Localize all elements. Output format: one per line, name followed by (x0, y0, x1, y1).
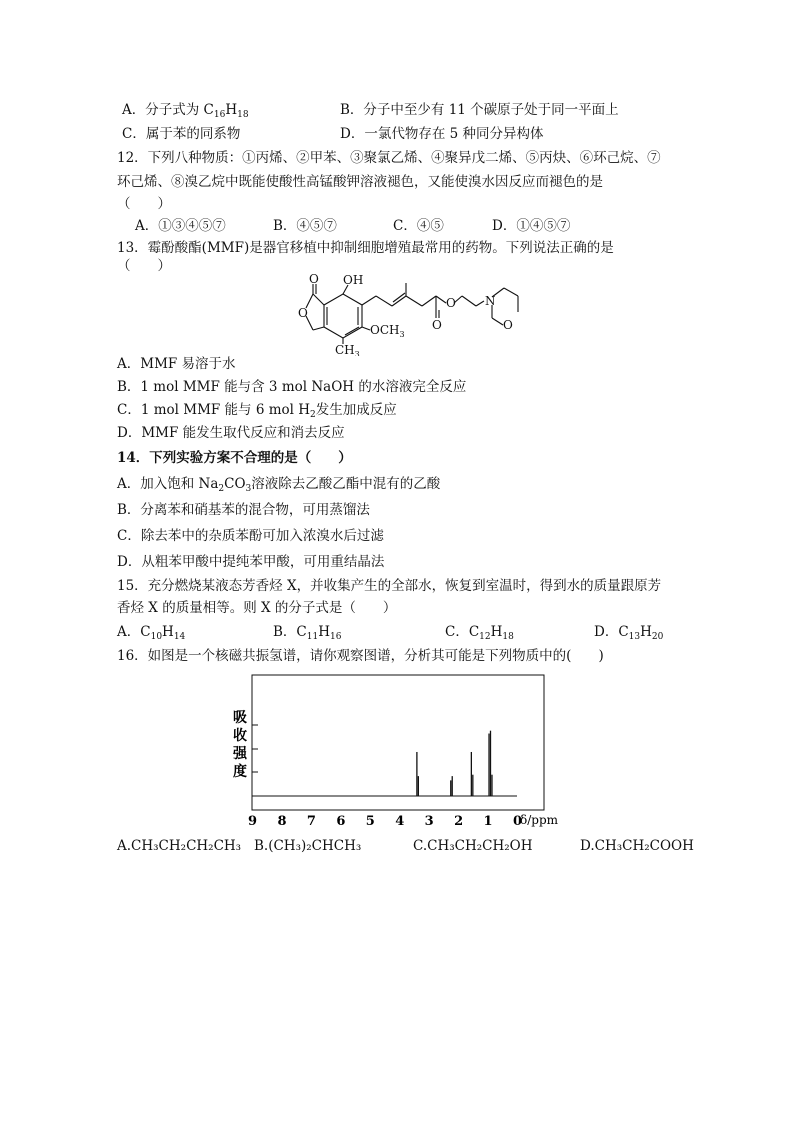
sub: 12 (479, 632, 491, 642)
q12-stem-line2: 环己烯、⑧溴乙烷中既能使酸性高锰酸钾溶液褪色，又能使溴水因反应而褪色的是 (117, 174, 603, 190)
q16-option-a: A.CH₃CH₂CH₂CH₃ (117, 838, 242, 854)
q16-stem: 16．如图是一个核磁共振氢谱，请你观察图谱，分析其可能是下列物质中的( ) (117, 648, 604, 664)
x-tick-label: 7 (306, 814, 316, 829)
q12-option-b: B．④⑤⑦ (273, 218, 337, 234)
text: H (490, 624, 503, 640)
tspan: 3 (399, 330, 405, 339)
x-tick-label: 2 (454, 814, 464, 829)
x-tick-label: 4 (395, 814, 405, 829)
q11-option-a-text: A．分子式为 C (122, 102, 214, 118)
sub: 11 (306, 632, 319, 642)
sub: 10 (150, 632, 163, 642)
q13-option-b: B．1 mol MMF 能与含 3 mol NaOH 的水溶液完全反应 (117, 379, 467, 395)
ring-o-label: O (298, 306, 308, 320)
x-tick-label: 9 (248, 814, 258, 829)
sub: 16 (329, 632, 342, 642)
ester-o-label: O (446, 296, 456, 310)
q14-option-d: D．从粗苯甲酸中提纯苯甲酸，可用重结晶法 (117, 554, 385, 570)
y-axis-label-3: 强 (233, 746, 247, 762)
y-axis-label-2: 收 (233, 728, 247, 744)
text: C．C (445, 624, 480, 640)
q15-stem-line2: 香烃 X 的质量相等。则 X 的分子式是（ ） (117, 600, 397, 616)
text: C．1 mol MMF 能与 6 mol H (117, 402, 311, 418)
sub: 20 (651, 632, 664, 642)
q12-stem-line1: 12．下列八种物质：①丙烯、②甲苯、③聚氯乙烯、④聚异戊二烯、⑤丙炔、⑥环己烷、⑦ (117, 150, 661, 166)
x-tick-labels (248, 814, 522, 829)
text: H (640, 624, 652, 640)
ester-carbonyl-o-label: O (432, 318, 442, 332)
q13-option-a: A．MMF 易溶于水 (117, 356, 236, 372)
y-axis-label-4: 度 (233, 764, 247, 780)
text: 溶液除去乙酸乙酯中混有的乙酸 (251, 476, 441, 492)
och3-label (370, 323, 405, 339)
text: 发生加成反应 (315, 402, 397, 418)
sub: 13 (628, 632, 641, 642)
y-axis-label-1: 吸 (233, 710, 247, 726)
q11-option-a (122, 100, 249, 120)
text: H (318, 624, 330, 640)
q15-option-d (594, 622, 663, 642)
x-tick-label: 0 (513, 814, 523, 829)
tspan: CH (335, 343, 355, 356)
tspan: OCH (370, 323, 400, 337)
x-tick-label: 8 (277, 814, 287, 829)
q16-option-d: D.CH₃CH₂COOH (580, 838, 694, 854)
text: H (225, 102, 238, 118)
n-label: N (485, 294, 496, 308)
q14-stem: 14．下列实验方案不合理的是（ ） (117, 450, 352, 466)
q13-option-c (117, 400, 397, 420)
q12-option-a: A．①③④⑤⑦ (135, 218, 226, 234)
q12-answer-paren: （ ） (117, 196, 171, 212)
morpholine-o-label: O (503, 318, 513, 332)
sub: 3 (245, 484, 252, 494)
text: D．C (594, 624, 629, 640)
q14-option-c: C．除去苯中的杂质苯酚可加入浓溴水后过滤 (117, 528, 384, 544)
q15-option-a (117, 622, 185, 642)
q13-answer-paren: （ ） (117, 258, 171, 274)
sub: 18 (502, 632, 514, 642)
text: H (162, 624, 174, 640)
peaks (417, 731, 492, 796)
q13-stem: 13．霉酚酸酯(MMF)是器官移植中抑制细胞增殖最常用的药物。下列说法正确的是 (117, 240, 614, 256)
q14-option-a (117, 474, 440, 494)
q14-option-b: B．分离苯和硝基苯的混合物，可用蒸馏法 (117, 502, 370, 518)
text: CO (224, 476, 246, 492)
x-tick-label: 1 (483, 814, 493, 829)
q15-stem-line1: 15．充分燃烧某液态芳香烃 X，并收集产生的全部水，恢复到室温时，得到水的质量跟原芳 (117, 578, 662, 594)
q13-option-d: D．MMF 能发生取代反应和消去反应 (117, 425, 345, 441)
q12-option-c: C．④⑤ (393, 218, 444, 234)
sub: 16 (213, 110, 226, 120)
q16-option-c: C.CH₃CH₂CH₂OH (413, 838, 533, 854)
y-ticks (252, 725, 258, 772)
q15-option-b (273, 622, 341, 642)
sub: 14 (173, 632, 186, 642)
q11-option-c: C．属于苯的同系物 (122, 126, 241, 142)
text: A．C (117, 624, 151, 640)
x-tick-label: 5 (365, 814, 375, 829)
tspan: 3 (354, 350, 360, 356)
x-axis-label: δ/ppm (520, 813, 559, 827)
x-tick-label: 6 (336, 814, 346, 829)
oh-label: OH (343, 273, 364, 287)
text: A．加入饱和 Na (117, 476, 219, 492)
q16-option-b: B.(CH₃)₂CHCH₃ (254, 838, 362, 854)
q11-option-b: B．分子中至少有 11 个碳原子处于同一平面上 (340, 102, 619, 118)
chart-frame (252, 675, 544, 810)
text: B．C (273, 624, 307, 640)
carbonyl-o-label: O (309, 272, 319, 286)
q11-option-d: D．一氯代物存在 5 种同分异构体 (340, 126, 544, 142)
sub: 2 (310, 410, 316, 420)
ch3-label (335, 343, 360, 356)
x-tick-label: 3 (424, 814, 434, 829)
sub: 18 (237, 110, 249, 120)
q15-option-c (445, 622, 514, 642)
mmf-structure (296, 272, 536, 356)
sub: 2 (218, 484, 225, 494)
nmr-spectrum-chart (225, 672, 565, 832)
q12-option-d: D．①④⑤⑦ (492, 218, 571, 234)
